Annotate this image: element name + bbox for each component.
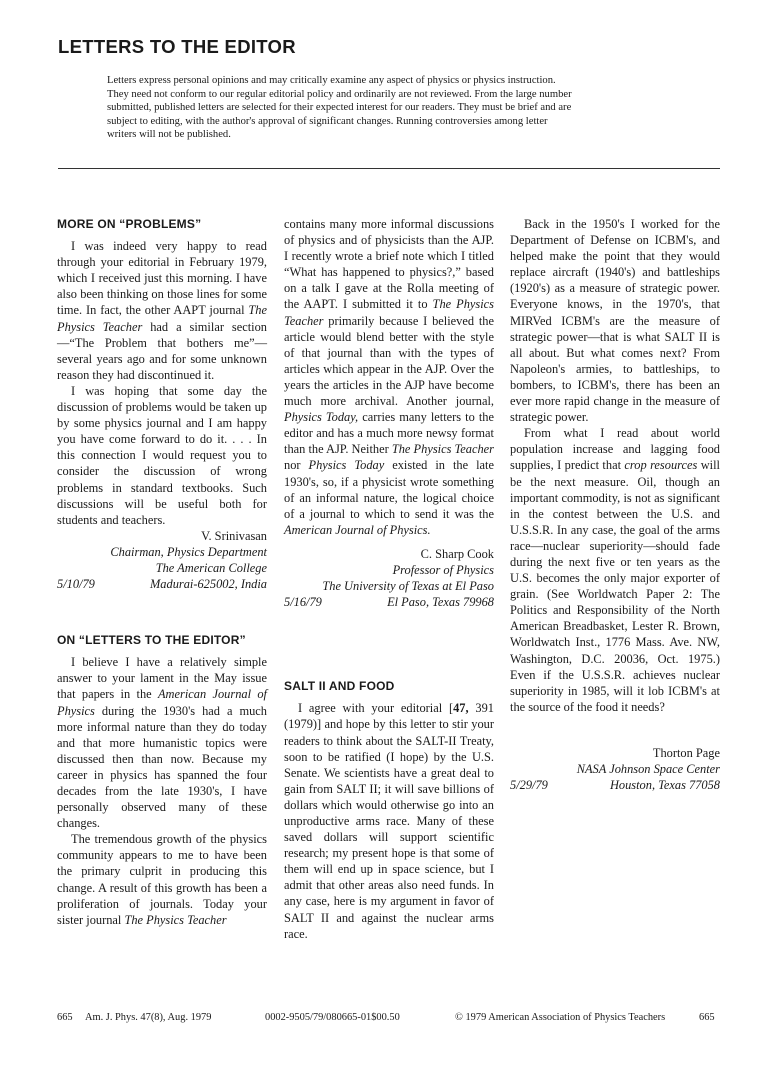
page-number-left: 665: [57, 1012, 73, 1023]
journal-name: American Journal of Physics: [57, 687, 267, 718]
author-institution: The American College: [155, 560, 267, 575]
text-run: From what I read about world population increase and lagging food supplies, I predict that: [510, 426, 720, 473]
journal-name: Physics Today: [308, 458, 385, 473]
emphasis: crop resources: [624, 458, 698, 473]
editorial-policy-note: Letters express personal opinions and may critically examine any aspect of physics or physics instruction. They need not conform to our regular editorial policy and ordinarily are not reviewed. From the large number submitted, published letters are selected for their expected interest for our readers. They must be brief and are subject to editing, with the author's approval of significant changes. Running controversies among letter writers will not be published.: [107, 75, 572, 141]
text-run: nor: [284, 458, 309, 473]
journal-name: The Physics Teacher: [124, 912, 227, 927]
date-location: [284, 594, 494, 610]
journal-name: American Journal of Physics.: [284, 522, 431, 537]
text-run: during the 1930's had a much more informal nature than they do today and that more humanistic topics were discussed then than now. Because my career in physics has spanned the four decades from the late 1930's, I have personally observed many of these changes.: [57, 703, 267, 831]
letter-date: 5/16/79: [284, 595, 322, 610]
author-name: V. Srinivasan: [201, 528, 267, 543]
letter-paragraph: [284, 700, 494, 941]
letter-location: El Paso, Texas 79968: [387, 595, 494, 610]
author-name: C. Sharp Cook: [420, 546, 494, 561]
letter-paragraph: [510, 425, 720, 715]
letter-paragraph: I was hoping that some day the discussion of problems would be taken up by some physics journal and I am happy you have come forward to do it. . . . In this connection I would request you to consider the discussion of wrong problems in standard textbooks. Such discussions will be useful both for students and teachers.: [57, 383, 267, 527]
journal-name: The Physics Teacher: [284, 297, 494, 328]
letter-heading: SALT II AND FOOD: [284, 679, 395, 694]
letter-paragraph-continued: [284, 216, 494, 538]
author-position: Professor of Physics: [392, 562, 494, 577]
letter-heading: ON “LETTERS TO THE EDITOR”: [57, 633, 246, 648]
letter-paragraph: [57, 238, 267, 383]
letter-paragraph: [57, 831, 267, 928]
column-3: [510, 216, 720, 793]
page-footer: [57, 1012, 719, 1023]
letter-location: Houston, Texas 77058: [609, 778, 720, 793]
journal-name: Physics Today,: [284, 410, 359, 425]
column-2: [284, 216, 494, 942]
text-run: I was indeed very happy to read through your editorial in February 1979, which I received just this morning. I have also been thinking on those lines for some time. In fact, the other AAPT journal: [57, 239, 267, 318]
text-run: carries many letters to the editor and has a much more newsy format than the AJP. Neither: [284, 410, 494, 457]
text-run: contains many more informal discussions of physics and of physicists than the AJP. I recently wrote a brief note which I titled “What has happened to physics?,” based on a talk I gave at the Rolla meeting of the AAPT. I submitted it to: [284, 217, 494, 312]
column-1: [57, 216, 267, 928]
page-title: LETTERS TO THE EDITOR: [58, 36, 296, 57]
header-divider: [58, 168, 720, 169]
volume-number: 47,: [453, 701, 469, 716]
letter-date: 5/29/79: [510, 778, 548, 793]
letter-salt-ii-and-food: [284, 678, 494, 942]
letter-more-on-problems: [57, 216, 267, 592]
letter-heading: MORE ON “PROBLEMS”: [57, 217, 202, 231]
text-run: will be the next measure. Oil, though an important commodity, is not as significant in the contest between the U.S. and U.S.S.R. In any case, the goal of the arms race—nuclear superiority—should fade during the next five or ten years as the U.S. becomes the only major exporter of grain. (See Worldwatch Paper 2: The Politics and Responsibility of the North American Breadbasket, Lester R. Brown, Worldwatch Inst., 1776 Mass. Ave. NW, Washington, D.C. 20036, Oct. 1975.) Even if the U.S.S.R. achieves nuclear superiority in 1985, will it lob ICBM's at the source of the food it needs?: [510, 458, 721, 714]
author-position: Chairman, Physics Department: [110, 544, 267, 559]
author-institution: NASA Johnson Space Center: [576, 762, 720, 776]
text-run: I agree with your editorial [: [298, 701, 454, 716]
journal-name: The Physics Teacher: [391, 442, 494, 457]
text-run: The tremendous growth of the physics community appears to me to have been the primary culprit in producing this change. A result of this growth has been a proliferation of journals. Today your sister journal: [57, 832, 267, 927]
journal-name: The Physics Teacher: [57, 303, 267, 334]
date-location: [57, 576, 267, 592]
author-institution: The University of Texas at El Paso: [322, 579, 494, 594]
letter-on-letters-to-the-editor: [57, 632, 267, 928]
text-run: had a similar section—“The Problem that bothers me”—several years ago and for some unknown reason they had discontinued it.: [57, 319, 267, 382]
text-run: 391 (1979)] and hope by this letter to stir your readers to think about the SALT-II Treaty, soon to be ratified (I hope) by the U.S. Senate. We scientists have a great deal to gain from SALT II; it will save billions of dollars which would otherwise go into an unproductive arms race. Many of these saved dollars will support scientific research; my present hope is that some of them will end up in space science, but I admit that other areas also need funds. In any case, here is my argument in favor of SALT II and against the nuclear arms race.: [284, 701, 494, 941]
letter-paragraph: [57, 654, 267, 831]
copyright-notice: © 1979 American Association of Physics Teachers: [455, 1012, 666, 1023]
text-run: primarily because I believed the article would blend better with the style of that journal than with the types of articles which appear in the AJP. Over the years the articles in the AJP have become much more archival. Another journal,: [284, 313, 494, 409]
author-name: Thorton Page: [652, 745, 720, 760]
letter-date: 5/10/79: [57, 577, 95, 592]
date-location: [510, 777, 720, 793]
journal-citation: Am. J. Phys. 47(8), Aug. 1979: [85, 1012, 212, 1023]
text-run: I believe I have a relatively simple answer to your lament in the May issue that papers in the: [57, 655, 267, 702]
page-number-right: 665: [699, 1012, 715, 1023]
text-run: existed in the late 1930's, so, if a physicist wrote something of an informal nature, the logical choice of a journal to which to send it was the: [284, 458, 494, 521]
article-code: 0002-9505/79/080665-01$00.50: [265, 1012, 400, 1023]
letter-location: Madurai-625002, India: [149, 577, 267, 592]
letter-paragraph: Back in the 1950's I worked for the Department of Defense on ICBM's, and helped make the point that they would replace aircraft (1940's) and battleships (1920's) as a measure of strategic power. Everyone knows, in the 1970's, that MIRVed ICBM's are the measure of strategic power—that is what SALT II is all about. But what comes next? From Napoleon's armies, to battleships, to bombers, to ICBM's, there has been an ever more rapid change in the measure of strategic power.: [510, 217, 720, 425]
